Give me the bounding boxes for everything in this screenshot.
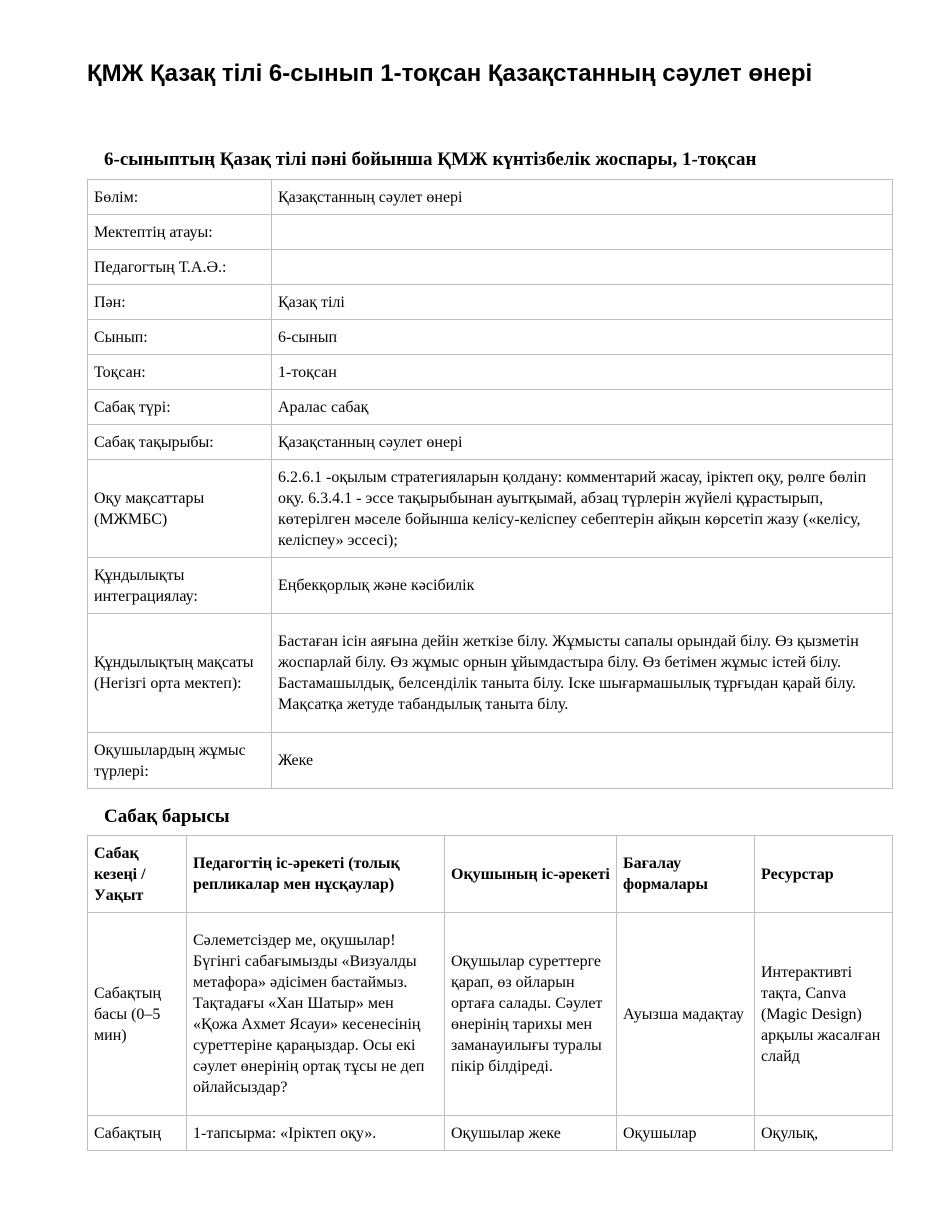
info-value: 1-тоқсан: [272, 355, 893, 390]
info-value: Қазақ тілі: [272, 285, 893, 320]
lesson-info-table: [87, 179, 893, 789]
lesson-row: [88, 913, 893, 1116]
assessment-cell: Оқушылар: [617, 1116, 755, 1151]
lesson-progress-heading: Сабақ барысы: [104, 806, 230, 827]
lesson-column-header: Бағалау формалары: [617, 836, 755, 913]
info-row: [88, 250, 893, 285]
info-value: Қазақстанның сәулет өнері: [272, 180, 893, 215]
info-value: Бастаған ісін аяғына дейін жеткізе білу. Жұмысты сапалы орындай білу. Өз қызметін жоспарлай білу. Өз жұмыс орнын ұйымдастыра білу. Өз бетімен жұмыс істей білу. Бастамашылдық, белсенділік таныта білу. Іске шығармашылық тұрғыдан қарай білу. Мақсатқа жетуде табандылық таныта білу.: [272, 614, 893, 733]
info-value: 6-сынып: [272, 320, 893, 355]
teacher-activity-cell: 1-тапсырма: «Іріктеп оқу».: [187, 1116, 445, 1151]
info-value: Жеке: [272, 733, 893, 789]
student-activity-cell: Оқушылар суреттерге қарап, өз ойларын ортаға салады. Сәулет өнерінің тарихы мен заманауилығы туралы пікір білдіреді.: [445, 913, 617, 1116]
info-value: Аралас сабақ: [272, 390, 893, 425]
lesson-column-header: Сабақ кезеңі / Уақыт: [88, 836, 187, 913]
info-label: Оқу мақсаттары (МЖМБС): [88, 460, 272, 558]
lesson-column-header: Оқушының іс-әрекеті: [445, 836, 617, 913]
info-row: [88, 460, 893, 558]
teacher-activity-cell: Сәлеметсіздер ме, оқушылар! Бүгінгі сабағымызды «Визуалды метафора» әдісімен бастаймыз. Тақтадағы «Хан Шатыр» мен «Қожа Ахмет Ясауи» кесенесінің суреттеріне қараңыздар. Осы екі сәулет өнерінің ортақ тұсы не деп ойлайсыздар?: [187, 913, 445, 1116]
info-value: Қазақстанның сәулет өнері: [272, 425, 893, 460]
info-row: [88, 558, 893, 614]
info-value: Еңбекқорлық және кәсібилік: [272, 558, 893, 614]
info-row: [88, 733, 893, 789]
assessment-cell: Ауызша мадақтау: [617, 913, 755, 1116]
info-value: 6.2.6.1 -оқылым стратегияларын қолдану: комментарий жасау, іріктеп оқу, рөлге бөліп оқу. 6.3.4.1 - эссе тақырыбынан ауытқымай, абзац түрлерін жүйелі құрастырып, көтерілген мәселе бойынша келісу-келіспеу себептерін айқын көрсетіп жазу («келісу, келіспеу» эссесі);: [272, 460, 893, 558]
resources-cell: Оқулық,: [755, 1116, 893, 1151]
student-activity-cell: Оқушылар жеке: [445, 1116, 617, 1151]
lesson-column-header: Педагогтің іс-әрекеті (толық репликалар мен нұсқаулар): [187, 836, 445, 913]
plan-heading: 6-сыныптың Қазақ тілі пәні бойынша ҚМЖ күнтізбелік жоспары, 1-тоқсан: [104, 149, 757, 170]
info-label: Сынып:: [88, 320, 272, 355]
info-value: [272, 215, 893, 250]
info-row: [88, 215, 893, 250]
info-label: Құндылықты интеграциялау:: [88, 558, 272, 614]
info-row: [88, 614, 893, 733]
lesson-table-header-row: [88, 836, 893, 913]
info-row: [88, 285, 893, 320]
info-label: Тоқсан:: [88, 355, 272, 390]
info-row: [88, 425, 893, 460]
resources-cell: Интерактивті тақта, Canva (Magic Design) арқылы жасалған слайд: [755, 913, 893, 1116]
info-row: [88, 180, 893, 215]
info-label: Сабақ тақырыбы:: [88, 425, 272, 460]
lesson-column-header: Ресурстар: [755, 836, 893, 913]
info-label: Құндылықтың мақсаты (Негізгі орта мектеп):: [88, 614, 272, 733]
document-title: ҚМЖ Қазақ тілі 6-сынып 1-тоқсан Қазақстанның сәулет өнері: [87, 60, 813, 87]
info-label: Мектептің атауы:: [88, 215, 272, 250]
info-row: [88, 320, 893, 355]
info-row: [88, 390, 893, 425]
info-label: Пән:: [88, 285, 272, 320]
info-label: Сабақ түрі:: [88, 390, 272, 425]
lesson-stage-cell: Сабақтың басы (0–5 мин): [88, 913, 187, 1116]
lesson-stage-cell: Сабақтың: [88, 1116, 187, 1151]
lesson-progress-table: [87, 835, 893, 1151]
info-label: Педагогтың Т.А.Ә.:: [88, 250, 272, 285]
info-label: Оқушылардың жұмыс түрлері:: [88, 733, 272, 789]
info-value: [272, 250, 893, 285]
info-label: Бөлім:: [88, 180, 272, 215]
lesson-row: [88, 1116, 893, 1151]
info-row: [88, 355, 893, 390]
